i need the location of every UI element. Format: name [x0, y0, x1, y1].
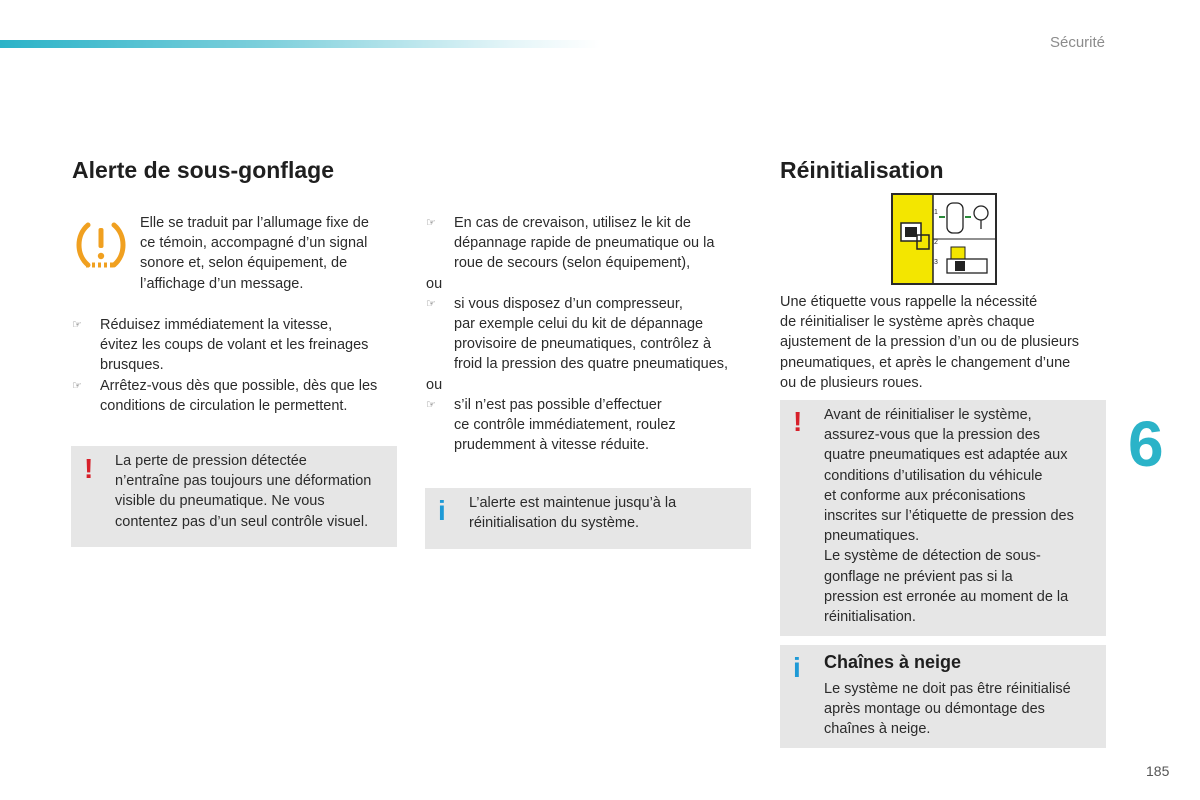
bullet-hand-icon: ☞ — [426, 297, 436, 310]
list-item: ☞ Réduisez immédiatement la vitesse, évitez les coups de volant et les freinages brusques. — [72, 317, 369, 374]
tpms-warning-icon — [74, 219, 128, 271]
chapter-number: 6 — [1128, 408, 1164, 480]
header-accent-bar — [0, 40, 600, 48]
snow-chains-info-box: i Chaînes à neige Le système ne doit pas être réinitialisé après montage ou démontage des chaînes à neige. — [780, 645, 1106, 748]
warning-exclamation-icon: ! — [793, 406, 803, 437]
bullet-hand-icon: ☞ — [426, 217, 436, 229]
page-number: 185 — [1146, 763, 1170, 779]
list-item: ☞ s’il n’est pas possible d’effectuer ce contrôle immédiatement, roulez prudemment à vitesse réduite. — [426, 396, 676, 454]
or-separator: ou — [426, 275, 443, 292]
left-title: Alerte de sous-gonflage — [72, 157, 334, 183]
snow-chains-title: Chaînes à neige — [824, 652, 962, 672]
bullet-hand-icon: ☞ — [72, 379, 82, 392]
left-warning-box: ! La perte de pression détectée n’entraîne pas toujours une déformation visible du pneumatique. Ne vous contentez pas d’un seul contrôle visuel. — [71, 446, 397, 547]
info-icon: i — [438, 495, 446, 526]
list-item: ☞ si vous disposez d’un compresseur, par exemple celui du kit de dépannage provisoire de pneumatiques, contrôlez à froid la pression des quatre pneumatiques, — [426, 295, 729, 373]
right-title: Réinitialisation — [780, 157, 944, 183]
or-separator: ou — [426, 376, 443, 393]
warning-exclamation-icon: ! — [84, 453, 94, 484]
left-bullet-list — [72, 315, 402, 416]
info-icon: i — [793, 652, 801, 683]
bullet-hand-icon: ☞ — [426, 398, 436, 411]
bullet-hand-icon: ☞ — [72, 319, 82, 331]
left-intro: Elle se traduit par l’allumage fixe de ce témoin, accompagné d’un signal sonore et, selon équipement, de l’affichage d’un message. — [140, 215, 369, 292]
middle-bullet-list — [426, 213, 756, 455]
right-paragraph: Une étiquette vous rappelle la nécessité de réinitialiser le système après chaque ajustement de la pression d’un ou de plusieurs pneumatiques, et après le changement d’une ou de plusieurs roues. — [780, 294, 1080, 391]
middle-info-box: i L’alerte est maintenue jusqu’à la réinitialisation du système. — [425, 488, 751, 549]
list-item: ☞ En cas de crevaison, utilisez le kit de dépannage rapide de pneumatique ou la roue de secours (selon équipement), — [426, 215, 715, 272]
section-title: Sécurité — [1049, 34, 1105, 51]
tyre-pressure-label-image: 1 2 3 — [891, 193, 997, 285]
list-item: ☞ Arrêtez-vous dès que possible, dès que les conditions de circulation le permettent. — [72, 377, 378, 414]
right-warning-box: ! Avant de réinitialiser le système, assurez-vous que la pression des quatre pneumatiques est adaptée aux conditions d’utilisation du véhicule et conforme aux préconisations inscrites sur l’étiquette de pression des pneumatiques. Le système de détection de sous- gonflage ne prévient pas si la pression est erronée au moment de la réinitialisation. — [780, 400, 1106, 636]
